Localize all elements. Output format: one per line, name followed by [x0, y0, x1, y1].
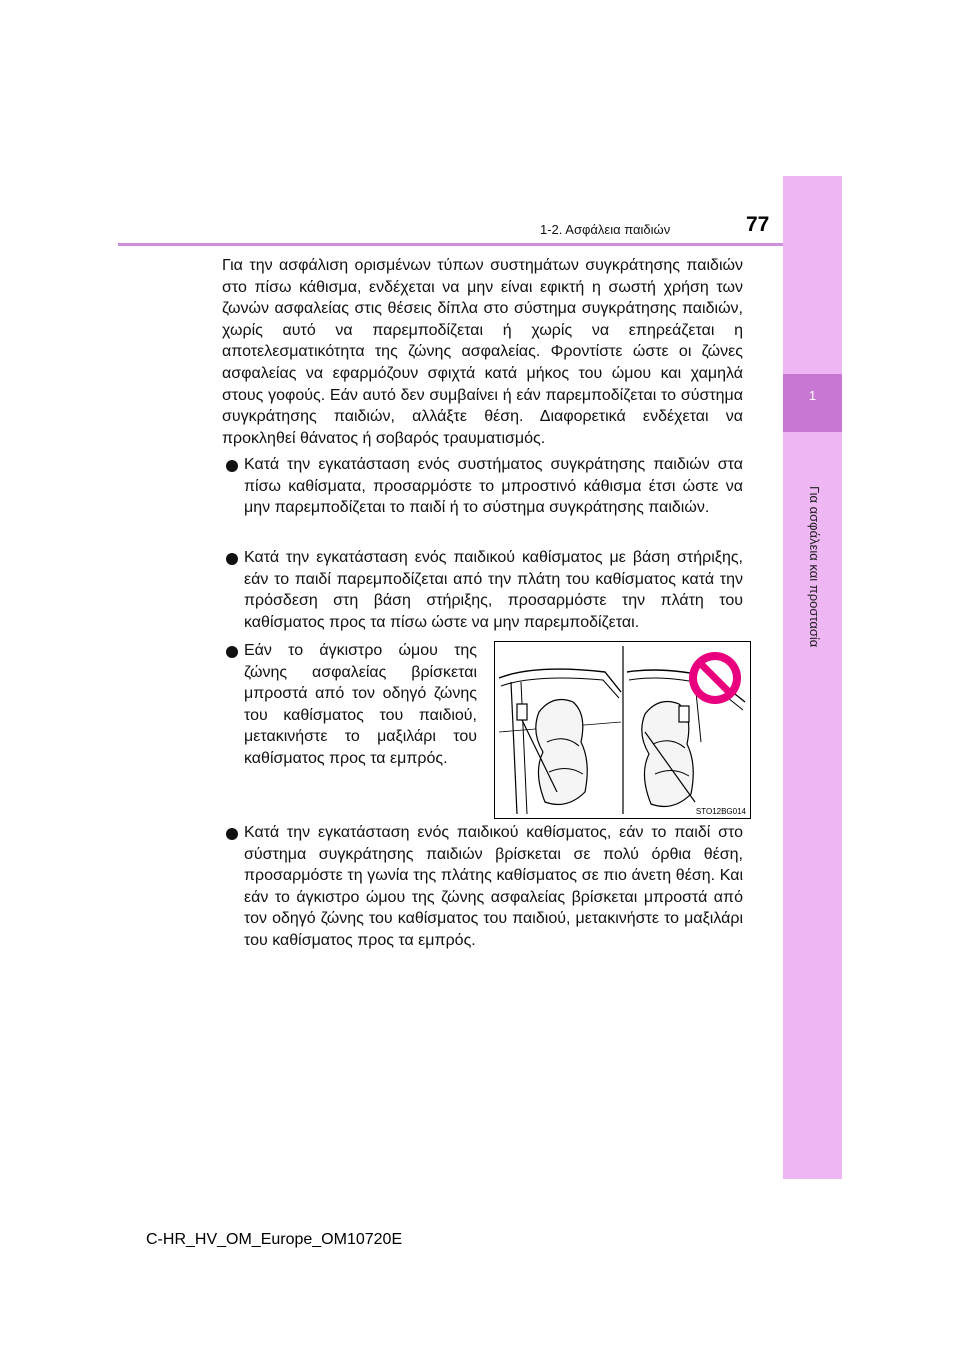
bullet-dot: [226, 460, 238, 472]
seat-illustration: [494, 641, 751, 819]
section-title: 1-2. Ασφάλεια παιδιών: [540, 222, 671, 237]
chapter-number: 1: [808, 388, 817, 403]
bullet-dot: [226, 828, 238, 840]
page-number: 77: [746, 213, 770, 236]
chapter-title: Για ασφάλεια και προστασία: [807, 486, 822, 648]
document-footer: C-HR_HV_OM_Europe_OM10720E: [146, 1231, 403, 1248]
chapter-tab-active: [783, 374, 842, 432]
bullet-item-3: Εάν το άγκιστρο ώμου της ζώνης ασφαλείας βρίσκεται μπροστά από τον οδηγό ζώνης του καθίσματος του παιδιού, μετακινήστε το μαξιλάρι του καθίσματος προς τα εμπρός.: [244, 642, 477, 767]
bullet-item-1: Κατά την εγκατάσταση ενός συστήματος συγκράτησης παιδιών στα πίσω καθίσματα, προσαρμόστε το μπροστινό κάθισμα έτσι ώστε να μην παρεμποδίζεται το παιδί ή το σύστημα συγκράτησης παιδιών.: [244, 456, 743, 517]
figure-code: STO12BG014: [695, 807, 746, 816]
bullet-item-4: Κατά την εγκατάσταση ενός παιδικού καθίσματος, εάν το παιδί στο σύστημα συγκράτησης παιδιών βρίσκεται σε πολύ όρθια θέση, προσαρμόστε τη γωνία της πλάτης καθίσματος σε πιο άνετη θέση. Και εάν το άγκιστρο ώμου της ζώνης ασφαλείας βρίσκεται μπροστά από τον οδηγό ζώνης του καθίσματος του παιδιού, μετακινήστε το μαξιλάρι του καθίσματος προς τα εμπρός.: [244, 824, 743, 949]
intro-paragraph: Για την ασφάλιση ορισμένων τύπων συστημάτων συγκράτησης παιδιών στο πίσω κάθισμα, ενδέχεται να μην είναι εφικτή η σωστή χρήση των ζωνών ασφαλείας στις θέσεις δίπλα στο σύστημα συγκράτησης παιδιών, χωρίς αυτό να παρεμποδίζεται ή χωρίς να επηρεάζεται η αποτελεσματικότητα της ζώνης ασφαλείας. Φροντίστε ώστε οι ζώνες ασφαλείας να εφαρμόζουν σφιχτά κατά μήκος του ώμου και χαμηλά στους γοφούς. Εάν αυτό δεν συμβαίνει ή εάν παρεμποδίζεται το σύστημα συγκράτησης παιδιών, αλλάξτε θέση. Διαφορετικά ενδέχεται να προκληθεί θάνατος ή σοβαρός τραυματισμός.: [222, 257, 743, 447]
chapter-side-tab: [783, 176, 842, 1179]
header-divider: [118, 243, 783, 246]
bullet-dot: [226, 646, 238, 658]
bullet-item-2: Κατά την εγκατάσταση ενός παιδικού καθίσματος με βάση στήριξης, εάν το παιδί παρεμποδίζεται από την πλάτη του καθίσματος κατά την πρόσδεση στη βάση στήριξης, προσαρμόστε την πλάτη του καθίσματος προς τα πίσω ώστε να μην παρεμποδίζεται.: [244, 549, 743, 631]
bullet-dot: [226, 553, 238, 565]
seat-drawing: [495, 642, 750, 818]
